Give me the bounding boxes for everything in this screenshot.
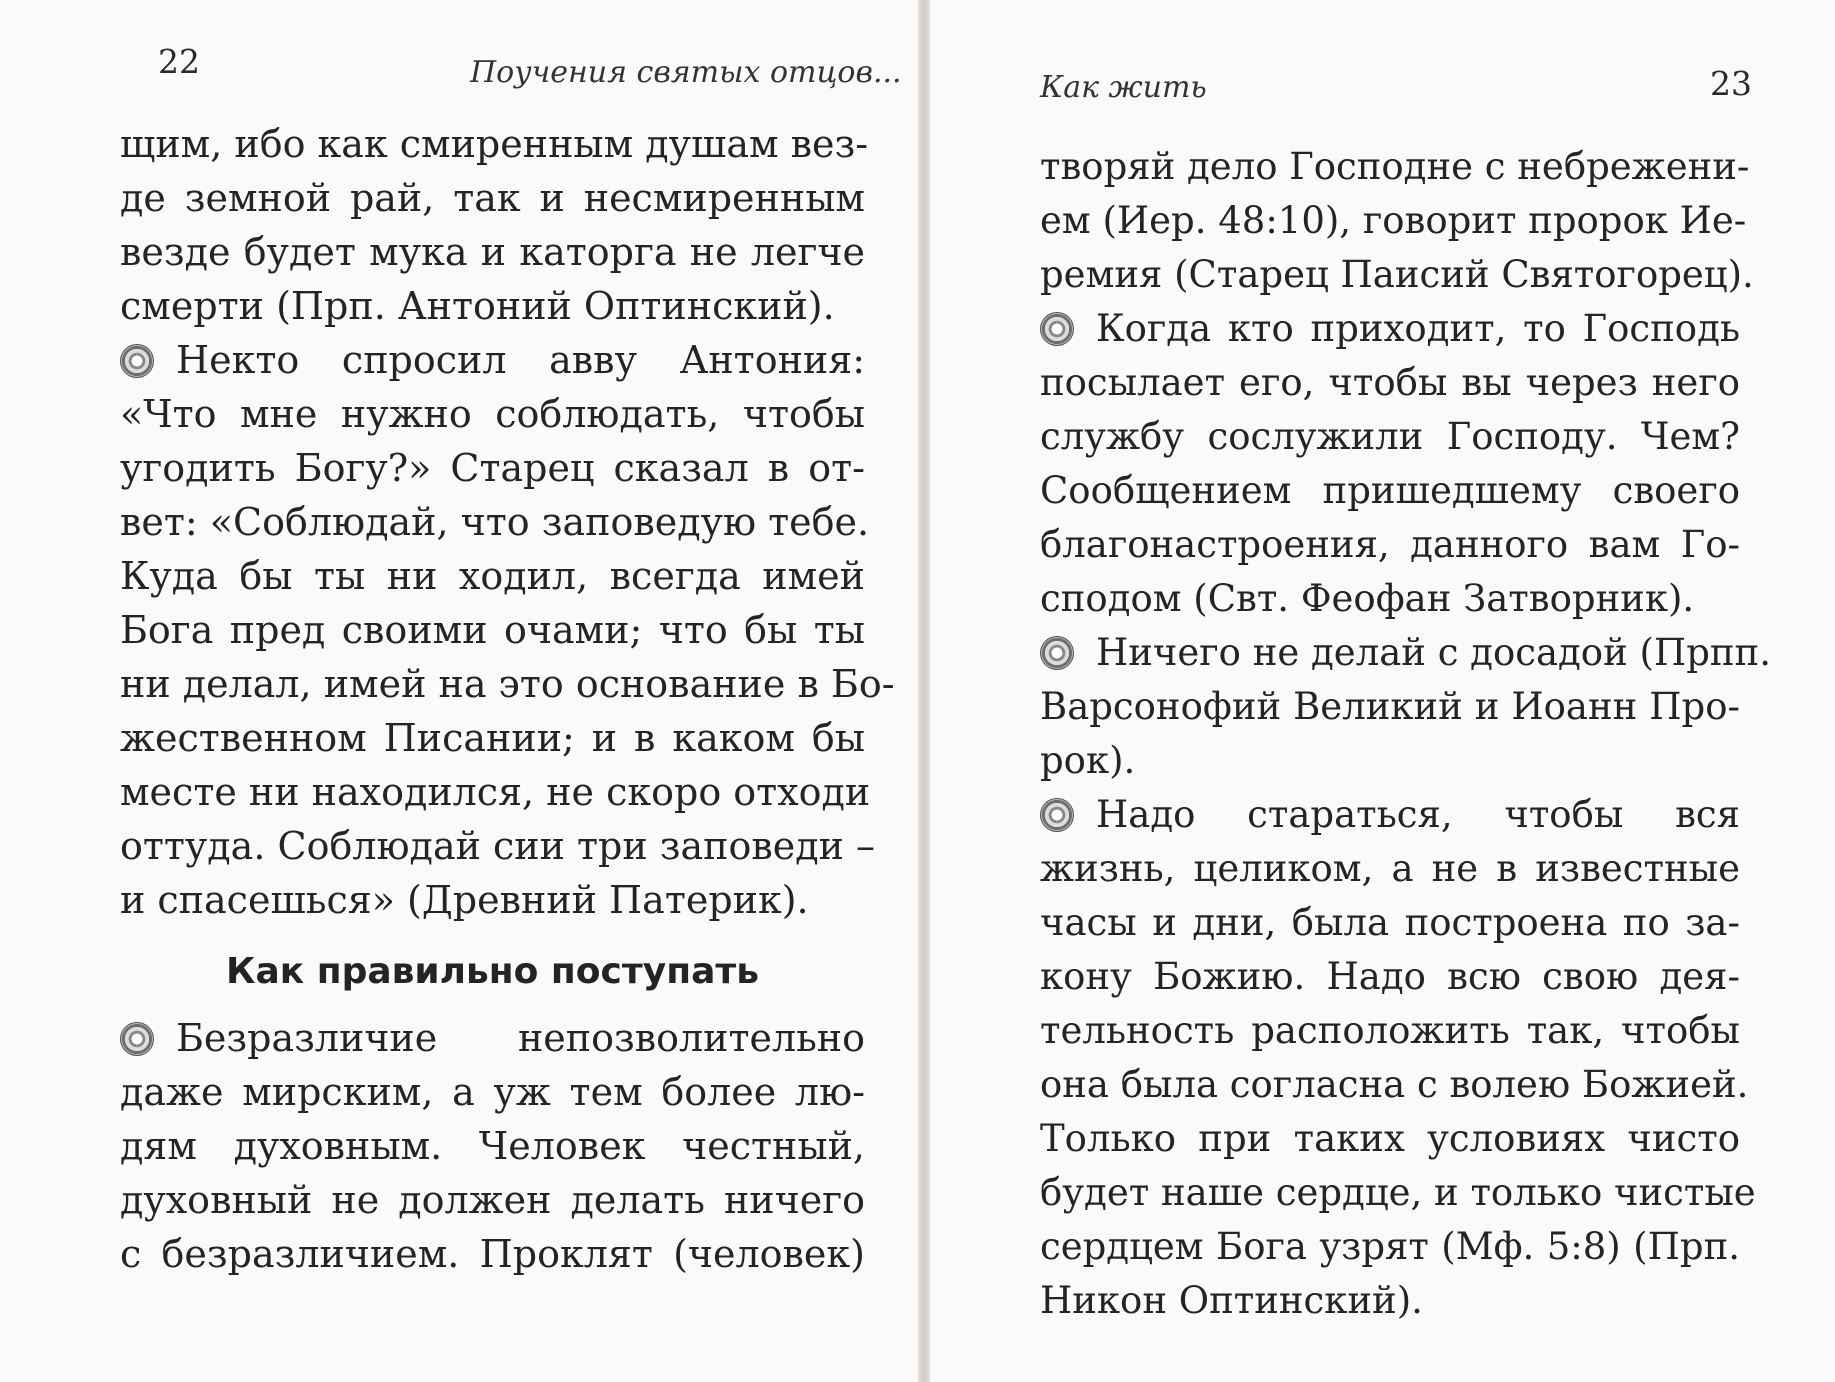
text-line: месте ни находился, не скоро отходи [120, 770, 871, 814]
text-line: Куда бы ты ни ходил, всегда имей [120, 554, 865, 598]
text-line: Когда кто приходит, то Господь [1096, 307, 1740, 350]
text-line: посылает его, чтобы вы через него [1040, 361, 1740, 404]
text-line: даже мирским, а уж тем более лю- [120, 1070, 865, 1114]
paragraph-start [1040, 626, 1771, 680]
text-line: Безразличие непозволительно [176, 1016, 865, 1060]
text-line: сердцем Бога узрят (Мф. 5:8) (Прп. [1040, 1225, 1740, 1268]
text-line: «Что мне нужно соблюдать, чтобы [120, 392, 865, 436]
text-line: будет наше сердце, и только чистые [1040, 1171, 1756, 1214]
text-line: ем (Иер. 48:10), говорит пророк Ие- [1040, 199, 1747, 242]
text-line: творяй дело Господне с небрежени- [1040, 145, 1750, 188]
text-line: и спасешься» (Древний Патерик). [120, 878, 809, 922]
text-line: дям духовным. Человек честный, [120, 1124, 865, 1168]
text-line: Ничего не делай с досадой (Прпп. [1096, 631, 1771, 674]
text-line: Некто спросил авву Антония: [176, 338, 865, 382]
ornament-icon [1040, 798, 1074, 832]
running-head-right: Как жить [1040, 70, 1207, 105]
ornament-icon [120, 1022, 154, 1056]
text-line: везде будет мука и каторга не легче [120, 230, 865, 274]
text-line: Бога пред своими очами; что бы ты [120, 608, 865, 652]
text-line: благонастроения, данного вам Го- [1040, 523, 1740, 566]
text-line: вет: «Соблюдай, что заповедую тебе. [120, 500, 870, 544]
page-number-right: 23 [1710, 64, 1752, 103]
text-line: рок). [1040, 739, 1136, 782]
section-heading: Как правильно поступать [226, 951, 759, 992]
text-line: тельность расположить так, чтобы [1040, 1009, 1740, 1052]
running-head-left: Поучения святых отцов... [470, 55, 902, 90]
text-line: она была согласна с волею Божией. [1040, 1063, 1749, 1106]
text-line: смерти (Прп. Антоний Оптинский). [120, 284, 835, 328]
text-line: часы и дни, была построена по за- [1040, 901, 1740, 944]
text-line: Варсонофий Великий и Иоанн Про- [1040, 685, 1740, 728]
text-line: духовный не должен делать ничего [120, 1178, 865, 1222]
text-line: сподом (Свт. Феофан Затворник). [1040, 577, 1695, 620]
text-line: кону Божию. Надо всю свою дея- [1040, 955, 1740, 998]
book-gutter [918, 0, 930, 1382]
text-line: службу сослужили Господу. Чем? [1040, 415, 1740, 458]
right-page [930, 0, 1835, 1382]
paragraph-start [1040, 302, 1740, 356]
text-line: оттуда. Соблюдай сии три заповеди – [120, 824, 876, 868]
paragraph-start [120, 333, 865, 387]
paragraph-start [1040, 788, 1740, 842]
text-line: де земной рай, так и несмиренным [120, 176, 865, 220]
right-text-block [1040, 140, 1771, 1328]
paragraph-start [120, 1011, 865, 1065]
text-line: с безразличием. Проклят (человек) [120, 1232, 865, 1276]
text-line: Надо стараться, чтобы вся [1096, 793, 1740, 836]
text-line: жественном Писании; и в каком бы [120, 716, 865, 760]
text-line: щим, ибо как смиренным душам вез- [120, 122, 869, 166]
text-line: Сообщением пришедшему своего [1040, 469, 1740, 512]
left-text-block [120, 117, 895, 1281]
page-number-left: 22 [158, 42, 200, 81]
text-line: Только при таких условиях чисто [1040, 1117, 1740, 1160]
text-line: ремия (Старец Паисий Святогорец). [1040, 253, 1754, 296]
text-line: ни делал, имей на это основание в Бо- [120, 662, 895, 706]
text-line: жизнь, целиком, а не в известные [1040, 847, 1740, 890]
ornament-icon [1040, 636, 1074, 670]
ornament-icon [1040, 312, 1074, 346]
ornament-icon [120, 344, 154, 378]
text-line: Никон Оптинский). [1040, 1279, 1423, 1322]
text-line: угодить Богу?» Старец сказал в от- [120, 446, 865, 490]
